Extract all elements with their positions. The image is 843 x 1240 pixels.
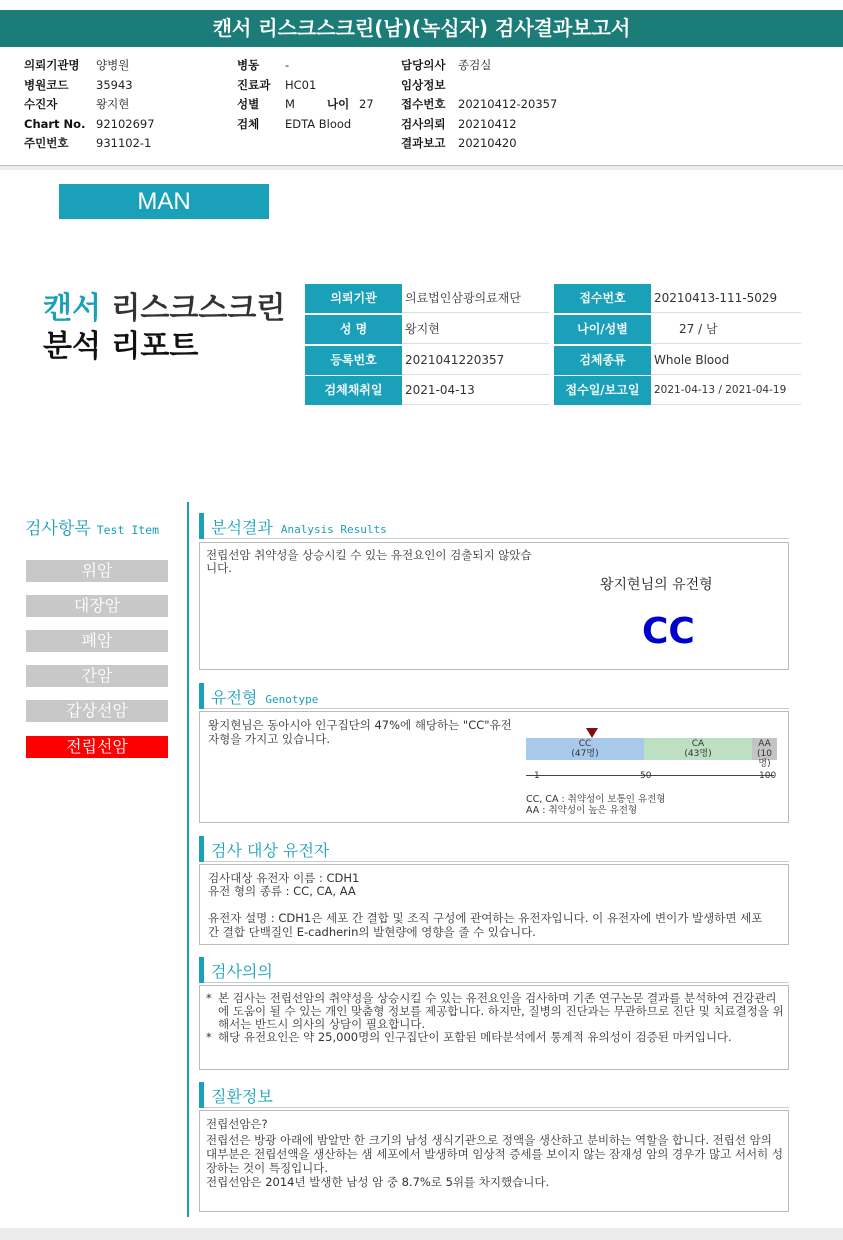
genotype-bar-aa: AA (10명)	[752, 738, 777, 760]
header-field: 담당의사 종검실	[401, 58, 492, 72]
genotype-bar-cc: CC (47명)	[526, 738, 644, 760]
sidebar-item-prostate[interactable]: 전립선암	[26, 736, 168, 758]
header-field: 검체 EDTA Blood	[237, 116, 352, 131]
header-field: 병원코드 35943	[24, 77, 133, 92]
patient-header	[0, 48, 843, 166]
sidebar-item-lung[interactable]: 폐암	[26, 630, 168, 652]
significance-item: 본 검사는 전립선암의 취약성을 상승시킬 수 있는 유전요인을 검사하며 기존 연구논문 결과를 분석하여 건강관리에 도움이 될 수 있는 개인 맞춤형 정보를 제공합니다. 하지만, 질병의 진단과는 무관하므로 진단 및 치료결정을 위해서는 반드시 의사의 상담이 필요합니다.	[218, 991, 784, 1031]
analysis-report-title: 캔서 리스크스크린 분석 리포트	[43, 291, 286, 364]
significance-box	[199, 985, 789, 1070]
gene-description: 유전자 설명 : CDH1은 세포 간 결합 및 조직 구성에 관여하는 유전자입니다. 이 유전자에 변이가 발생하면 세포 간 결합 단백질인 E-cadherin의 발현량에 영향을 줄 수 있습니다.	[208, 911, 763, 939]
genotype-box	[199, 711, 789, 823]
section-header-genotype: 유전형 Genotype	[199, 683, 789, 709]
header-field: 임상정보	[401, 77, 446, 92]
section-header-target-gene: 검사 대상 유전자	[199, 836, 789, 862]
genotype-result: CC	[642, 611, 695, 652]
genotype-text: 왕지현님은 동아시아 인구집단의 47%에 해당하는 "CC"유전자형을 가지고 있습니다.	[208, 718, 512, 746]
header-field: 접수번호 20210412-20357	[401, 97, 558, 111]
chart-legend: CC, CA : 취약성이 보통인 유전형 AA : 취약성이 높은 유전형	[526, 794, 666, 816]
header-field: 성별 M 나이 27	[237, 97, 374, 111]
disease-text: 전립선암은? 전립선은 방광 아래에 밤알만 한 크기의 남성 생식기관으로 정액을 생산하고 분비하는 역할을 합니다. 전립선 암의 대부분은 전립선액을 생산하는 샘 세포에서 발생하며 임상적 증세를 보이지 않는 잠재성 암의 경우가 많고 서서히 성장하는 것이 특징입니다. 전립선암은 2014년 발생한 남성 암 중 8.7%로 5위를 차지했습니다.	[206, 1117, 783, 1189]
header-field: 진료과 HC01	[237, 77, 317, 92]
sidebar-item-stomach[interactable]: 위암	[26, 560, 168, 582]
header-field: 결과보고 20210420	[401, 136, 517, 150]
genotype-label: 왕지현님의 유전형	[600, 577, 713, 593]
sidebar-title: 검사항목 Test Item	[25, 519, 160, 539]
section-header-analysis: 분석결과 Analysis Results	[199, 513, 789, 539]
header-field: 수진자 왕지현	[24, 97, 130, 111]
report-title-bar: 캔서 리스크스크린(남)(녹십자) 검사결과보고서	[0, 10, 843, 47]
gender-badge: MAN	[59, 184, 269, 219]
sidebar-item-liver[interactable]: 간암	[26, 665, 168, 687]
significance-item: 해당 유전요인은 약 25,000명의 인구집단이 포함된 메타분석에서 통계적 유의성이 검증된 마커입니다.	[218, 1030, 732, 1044]
patient-marker-icon	[586, 728, 598, 738]
tick-label: 50	[640, 771, 652, 781]
genotype-bar-ca: CA (43명)	[644, 738, 752, 760]
header-field: 검사의뢰 20210412	[401, 116, 517, 131]
disease-box	[199, 1110, 789, 1212]
section-header-disease: 질환정보	[199, 1082, 789, 1108]
section-header-significance: 검사의의	[199, 957, 789, 983]
header-col-3	[401, 56, 557, 154]
analysis-text: 전립선암 취약성을 상승시킬 수 있는 유전요인이 검출되지 않았습니다.	[206, 548, 532, 575]
gene-info: 검사대상 유전자 이름 : CDH1 유전 형의 종류 : CC, CA, AA	[208, 871, 360, 898]
analysis-box	[199, 542, 789, 670]
significance-list: * 본 검사는 전립선암의 취약성을 상승시킬 수 있는 유전요인을 검사하며 기존 연구논문 결과를 분석하여 건강관리에 도움이 될 수 있는 개인 맞춤형 정보를 제공합니다. 하지만, 질병의 진단과는 무관하므로 진단 및 치료결정을 위해서는 반드시 의사의 상담이 필요합니다. * 해당 유전요인은 약 25,000명의 인구집단이 포함된 메타분석에서 통계적 유의성이 검증된 마커입니다.	[206, 991, 784, 1044]
header-field: 주민번호 931102-1	[24, 136, 152, 150]
sidebar-item-colon[interactable]: 대장암	[26, 595, 168, 617]
sidebar-divider	[187, 502, 189, 1217]
divider	[0, 166, 843, 170]
tick-label: 100	[759, 771, 777, 781]
header-field: 병동 -	[237, 58, 290, 72]
target-gene-box	[199, 864, 789, 945]
footer-strip	[0, 1228, 843, 1240]
header-col-2	[237, 56, 374, 134]
header-col-1	[24, 56, 155, 154]
sidebar-item-thyroid[interactable]: 갑상선암	[26, 700, 168, 722]
header-field: 의뢰기관명 양병원	[24, 58, 130, 72]
header-field: Chart No. 92102697	[24, 116, 155, 131]
tick-label: 1	[534, 771, 540, 781]
